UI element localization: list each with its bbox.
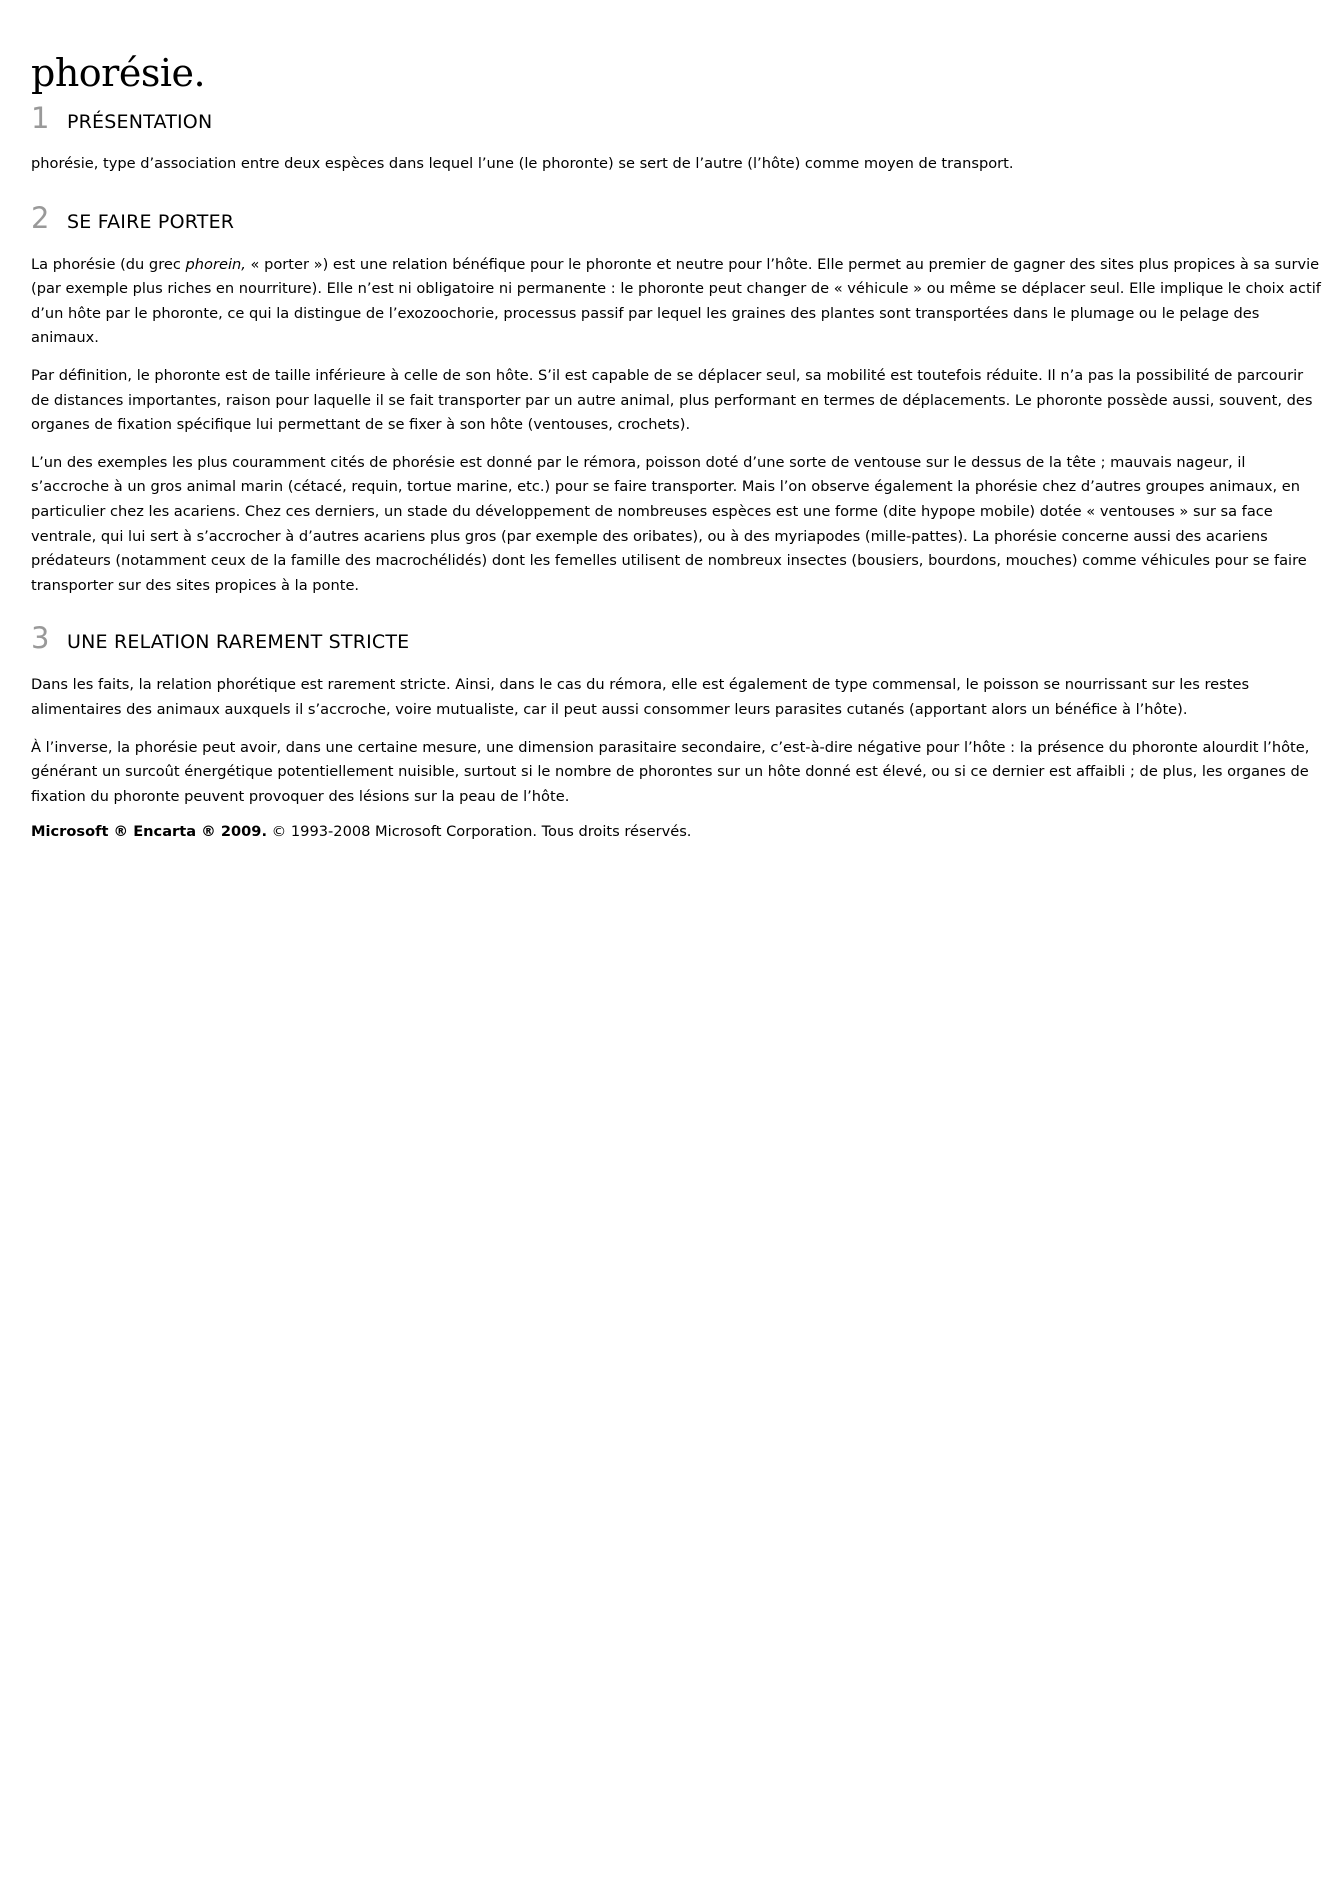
section-number: 1 [31,101,50,135]
paragraph: phorésie, type d’association entre deux espèces dans lequel l’une (le phoronte) se sert de l’autre (l’hôte) comme moyen de transport. [31,155,1014,172]
copyright-notice [31,820,1321,845]
copyright-text: © 1993-2008 Microsoft Corporation. Tous droits réservés. [267,823,692,841]
section-number: 2 [31,200,50,235]
paragraph [31,253,1321,351]
copyright-source: Microsoft ® Encarta ® 2009. [31,823,267,841]
section-title: SE FAIRE PORTER [67,210,235,233]
paragraph-text: La phorésie (du grec [31,255,186,273]
section-heading-presentation [31,100,1321,138]
section-heading-une-relation-rarement-stricte [31,620,1321,658]
italic-term: phorein, [185,255,246,273]
paragraph-text: « porter ») est une relation bénéfique pour le phoronte et neutre pour l’hôte. Elle permet au premier de gagner des sites plus propices à sa survie (par exemple plus riches en nourriture). Elle n’est ni obligatoire ni permanente : le phoronte peut changer de « véhicule » ou même se déplacer seul. Elle implique le choix actif d’un hôte par le phoronte, ce qui la distingue de l’exozoochorie, processus passif par lequel les graines des plantes sont transportées dans le plumage ou le pelage des animaux. [31,255,1321,347]
paragraph: L’un des exemples les plus couramment cités de phorésie est donné par le rémora, poisson doté d’une sorte de ventouse sur le dessus de la tête ; mauvais nageur, il s’accroche à un gros animal marin (cétacé, requin, tortue marine, etc.) pour se faire transporter. Mais l’on observe également la phorésie chez d’autres groupes animaux, en particulier chez les acariens. Chez ces derniers, un stade du développement de nombreuses espèces est une forme (dite hypope mobile) dotée « ventouses » sur sa face ventrale, qui lui sert à s’accrocher à d’autres acariens plus gros (par exemple des oribates), ou à des myriapodes (mille-pattes). La phorésie concerne aussi des acariens prédateurs (notamment ceux de la famille des macrochélidés) dont les femelles utilisent de nombreux insectes (bousiers, bourdons, mouches) comme véhicules pour se faire transporter sur des sites propices à la ponte. [31,453,1307,594]
paragraph: Dans les faits, la relation phorétique est rarement stricte. Ainsi, dans le cas du rémora, elle est également de type commensal, le poisson se nourrissant sur les restes alimentaires des animaux auxquels il s’accroche, voire mutualiste, car il peut aussi consommer leurs parasites cutanés (apportant alors un bénéfice à l’hôte). [31,676,1250,718]
section-heading-se-faire-porter [31,200,1321,238]
section-title: UNE RELATION RAREMENT STRICTE [67,631,410,654]
paragraph: À l’inverse, la phorésie peut avoir, dans une certaine mesure, une dimension parasitaire secondaire, c’est-à-dire négative pour l’hôte : la présence du phoronte alourdit l’hôte, générant un surcoût énergétique potentiellement nuisible, surtout si le nombre de phorontes sur un hôte donné est élevé, ou si ce dernier est affaibli ; de plus, les organes de fixation du phoronte peuvent provoquer des lésions sur la peau de l’hôte. [31,738,1310,805]
section-number: 3 [31,621,50,656]
section-title: PRÉSENTATION [67,111,213,133]
paragraph: Par définition, le phoronte est de taille inférieure à celle de son hôte. S’il est capable de se déplacer seul, sa mobilité est toutefois réduite. Il n’a pas la possibilité de parcourir de distances importantes, raison pour laquelle il se fait transporter par un autre animal, plus performant en termes de déplacements. Le phoronte possède aussi, souvent, des organes de fixation spécifique lui permettant de se fixer à son hôte (ventouses, crochets). [31,366,1313,434]
article-title: phorésie. [31,51,206,95]
article [31,0,1321,845]
